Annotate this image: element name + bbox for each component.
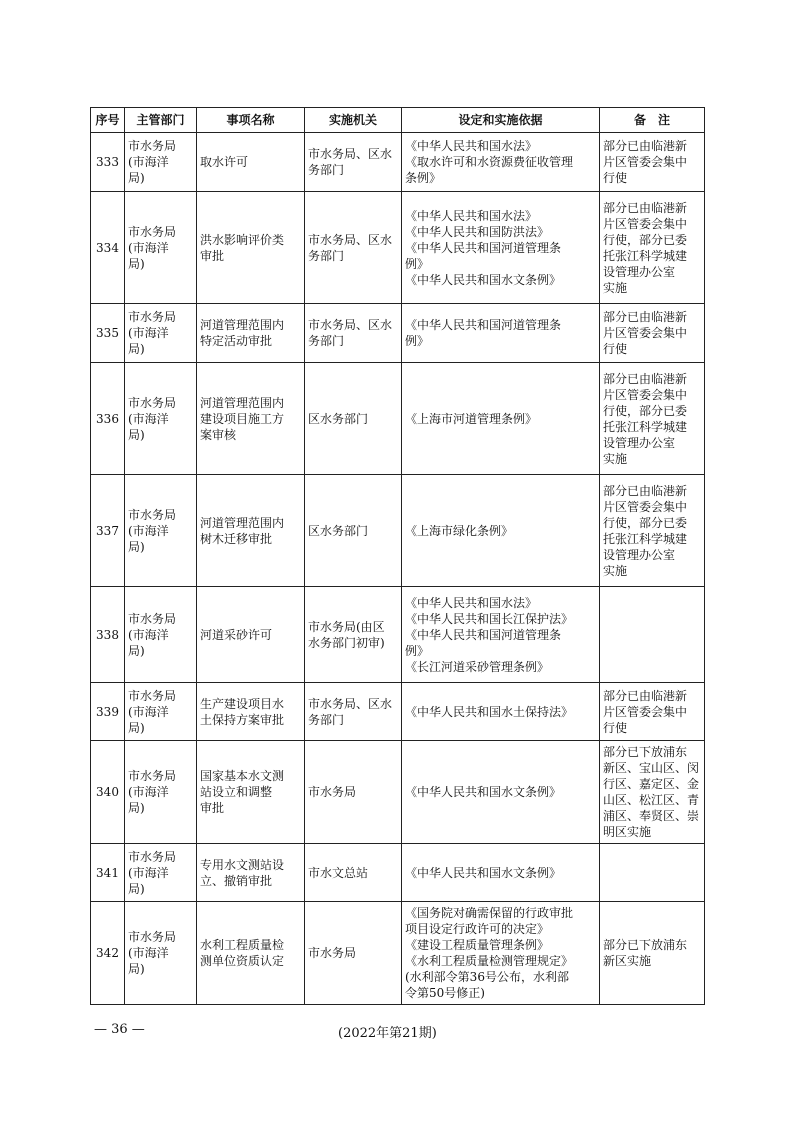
cell-note bbox=[600, 844, 705, 902]
cell-agency: 市水务局、区水 务部门 bbox=[305, 304, 402, 363]
table-row bbox=[91, 683, 705, 741]
cell-agency: 市水务局 bbox=[305, 902, 402, 1005]
header-basis: 设定和实施依据 bbox=[402, 108, 600, 133]
cell-agency: 市水文总站 bbox=[305, 844, 402, 902]
cell-dept: 市水务局 (市海洋 局) bbox=[125, 192, 197, 304]
table-row bbox=[91, 475, 705, 587]
header-seq: 序号 bbox=[91, 108, 125, 133]
cell-note: 部分已由临港新 片区管委会集中 行使 bbox=[600, 683, 705, 741]
issue-label: (2022年第21期) bbox=[338, 1026, 437, 1041]
cell-note: 部分已由临港新 片区管委会集中 行使，部分已委 托张江科学城建 设管理办公室 实施 bbox=[600, 475, 705, 587]
table-row bbox=[91, 192, 705, 304]
cell-item: 生产建设项目水 土保持方案审批 bbox=[197, 683, 305, 741]
cell-dept: 市水务局 (市海洋 局) bbox=[125, 587, 197, 683]
cell-basis: 《中华人民共和国水法》 《中华人民共和国长江保护法》 《中华人民共和国河道管理条 例》 《长江河道采砂管理条例》 bbox=[402, 587, 600, 683]
cell-item: 取水许可 bbox=[197, 133, 305, 192]
cell-note bbox=[600, 587, 705, 683]
cell-agency: 市水务局、区水 务部门 bbox=[305, 683, 402, 741]
cell-item: 水利工程质量检 测单位资质认定 bbox=[197, 902, 305, 1005]
header-agency: 实施机关 bbox=[305, 108, 402, 133]
page-number: — 36 — bbox=[94, 1022, 145, 1037]
cell-item: 国家基本水文测 站设立和调整 审批 bbox=[197, 741, 305, 844]
cell-basis: 《中华人民共和国水文条例》 bbox=[402, 844, 600, 902]
table-row bbox=[91, 902, 705, 1005]
cell-seq: 334 bbox=[91, 192, 125, 304]
admin-licensing-table bbox=[90, 107, 705, 1005]
cell-note: 部分已由临港新 片区管委会集中 行使，部分已委 托张江科学城建 设管理办公室 实施 bbox=[600, 363, 705, 475]
cell-agency: 市水务局、区水 务部门 bbox=[305, 192, 402, 304]
cell-item: 洪水影响评价类 审批 bbox=[197, 192, 305, 304]
cell-seq: 340 bbox=[91, 741, 125, 844]
cell-dept: 市水务局 (市海洋 局) bbox=[125, 741, 197, 844]
cell-seq: 337 bbox=[91, 475, 125, 587]
cell-seq: 339 bbox=[91, 683, 125, 741]
table-row bbox=[91, 844, 705, 902]
cell-dept: 市水务局 (市海洋 局) bbox=[125, 363, 197, 475]
table-row bbox=[91, 587, 705, 683]
cell-dept: 市水务局 (市海洋 局) bbox=[125, 683, 197, 741]
cell-agency: 市水务局 bbox=[305, 741, 402, 844]
cell-dept: 市水务局 (市海洋 局) bbox=[125, 304, 197, 363]
cell-basis: 《上海市河道管理条例》 bbox=[402, 363, 600, 475]
header-dept: 主管部门 bbox=[125, 108, 197, 133]
cell-basis: 《中华人民共和国水土保持法》 bbox=[402, 683, 600, 741]
cell-seq: 333 bbox=[91, 133, 125, 192]
cell-agency: 区水务部门 bbox=[305, 475, 402, 587]
cell-seq: 335 bbox=[91, 304, 125, 363]
header-note: 备 注 bbox=[600, 108, 705, 133]
cell-item: 河道管理范围内 树木迁移审批 bbox=[197, 475, 305, 587]
table-row bbox=[91, 363, 705, 475]
cell-note: 部分已由临港新 片区管委会集中 行使 bbox=[600, 304, 705, 363]
cell-basis: 《中华人民共和国水文条例》 bbox=[402, 741, 600, 844]
table-row bbox=[91, 133, 705, 192]
cell-note: 部分已下放浦东 新区、宝山区、闵 行区、嘉定区、金 山区、松江区、青 浦区、奉贤区、崇 明区实施 bbox=[600, 741, 705, 844]
cell-seq: 341 bbox=[91, 844, 125, 902]
cell-item: 河道管理范围内 建设项目施工方 案审核 bbox=[197, 363, 305, 475]
cell-seq: 338 bbox=[91, 587, 125, 683]
cell-dept: 市水务局 (市海洋 局) bbox=[125, 133, 197, 192]
cell-item: 河道采砂许可 bbox=[197, 587, 305, 683]
cell-basis: 《中华人民共和国河道管理条 例》 bbox=[402, 304, 600, 363]
table-row bbox=[91, 304, 705, 363]
cell-item: 专用水文测站设 立、撤销审批 bbox=[197, 844, 305, 902]
cell-item: 河道管理范围内 特定活动审批 bbox=[197, 304, 305, 363]
cell-agency: 市水务局、区水 务部门 bbox=[305, 133, 402, 192]
header-item: 事项名称 bbox=[197, 108, 305, 133]
cell-note: 部分已下放浦东 新区实施 bbox=[600, 902, 705, 1005]
cell-basis: 《中华人民共和国水法》 《取水许可和水资源费征收管理 条例》 bbox=[402, 133, 600, 192]
cell-basis: 《国务院对确需保留的行政审批 项目设定行政许可的决定》 《建设工程质量管理条例》 《水利工程质量检测管理规定》 (水利部令第36号公布，水利部 令第50号修正) bbox=[402, 902, 600, 1005]
cell-note: 部分已由临港新 片区管委会集中 行使 bbox=[600, 133, 705, 192]
cell-note: 部分已由临港新 片区管委会集中 行使，部分已委 托张江科学城建 设管理办公室 实施 bbox=[600, 192, 705, 304]
cell-agency: 市水务局(由区 水务部门初审) bbox=[305, 587, 402, 683]
table-row bbox=[91, 741, 705, 844]
table-header-row bbox=[91, 108, 705, 133]
cell-seq: 342 bbox=[91, 902, 125, 1005]
cell-agency: 区水务部门 bbox=[305, 363, 402, 475]
cell-basis: 《中华人民共和国水法》 《中华人民共和国防洪法》 《中华人民共和国河道管理条 例》 《中华人民共和国水文条例》 bbox=[402, 192, 600, 304]
cell-dept: 市水务局 (市海洋 局) bbox=[125, 475, 197, 587]
cell-basis: 《上海市绿化条例》 bbox=[402, 475, 600, 587]
cell-dept: 市水务局 (市海洋 局) bbox=[125, 902, 197, 1005]
cell-seq: 336 bbox=[91, 363, 125, 475]
cell-dept: 市水务局 (市海洋 局) bbox=[125, 844, 197, 902]
